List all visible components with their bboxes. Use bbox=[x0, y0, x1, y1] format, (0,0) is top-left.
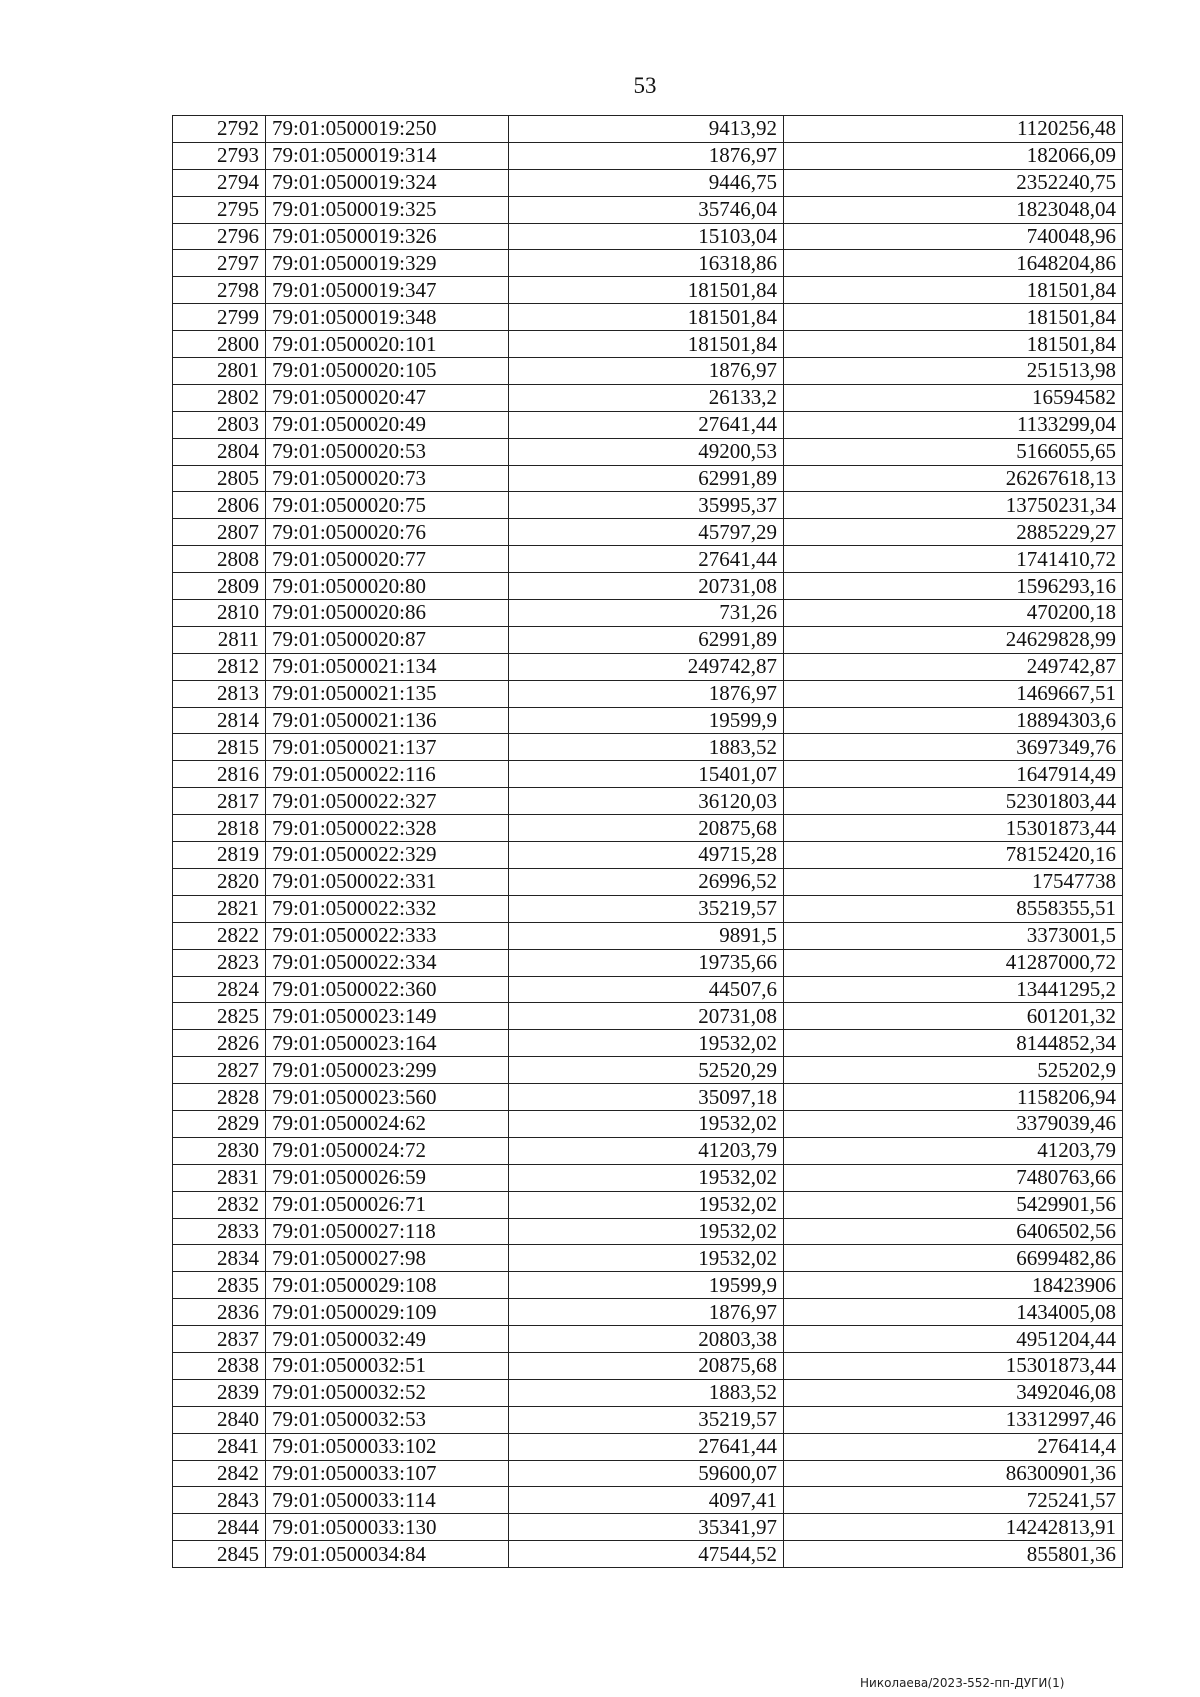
value-cell-2: 3379039,46 bbox=[784, 1110, 1123, 1137]
table-row bbox=[173, 1084, 1123, 1111]
table-row bbox=[173, 358, 1123, 385]
table-row bbox=[173, 169, 1123, 196]
cadastral-number-cell: 79:01:0500020:76 bbox=[266, 519, 509, 546]
cadastral-number-cell: 79:01:0500024:62 bbox=[266, 1110, 509, 1137]
value-cell-2: 5166055,65 bbox=[784, 438, 1123, 465]
cadastral-number-cell: 79:01:0500021:136 bbox=[266, 707, 509, 734]
value-cell-2: 1648204,86 bbox=[784, 250, 1123, 277]
table-row bbox=[173, 734, 1123, 761]
row-number-cell: 2802 bbox=[173, 384, 266, 411]
cadastral-number-cell: 79:01:0500027:98 bbox=[266, 1245, 509, 1272]
row-number-cell: 2794 bbox=[173, 169, 266, 196]
cadastral-number-cell: 79:01:0500032:51 bbox=[266, 1352, 509, 1379]
row-number-cell: 2792 bbox=[173, 116, 266, 143]
table-row bbox=[173, 438, 1123, 465]
value-cell-2: 13441295,2 bbox=[784, 976, 1123, 1003]
value-cell-2: 13312997,46 bbox=[784, 1406, 1123, 1433]
value-cell-2: 276414,4 bbox=[784, 1433, 1123, 1460]
value-cell-2: 181501,84 bbox=[784, 304, 1123, 331]
table-row bbox=[173, 223, 1123, 250]
table-row bbox=[173, 1245, 1123, 1272]
value-cell-2: 24629828,99 bbox=[784, 626, 1123, 653]
value-cell-1: 9446,75 bbox=[509, 169, 784, 196]
value-cell-1: 49715,28 bbox=[509, 842, 784, 869]
row-number-cell: 2815 bbox=[173, 734, 266, 761]
row-number-cell: 2818 bbox=[173, 815, 266, 842]
table-row bbox=[173, 600, 1123, 627]
value-cell-2: 52301803,44 bbox=[784, 788, 1123, 815]
cadastral-number-cell: 79:01:0500019:250 bbox=[266, 116, 509, 143]
cadastral-number-cell: 79:01:0500033:102 bbox=[266, 1433, 509, 1460]
value-cell-1: 19599,9 bbox=[509, 1272, 784, 1299]
row-number-cell: 2834 bbox=[173, 1245, 266, 1272]
table-row bbox=[173, 1110, 1123, 1137]
row-number-cell: 2838 bbox=[173, 1352, 266, 1379]
value-cell-2: 249742,87 bbox=[784, 653, 1123, 680]
value-cell-2: 251513,98 bbox=[784, 358, 1123, 385]
row-number-cell: 2830 bbox=[173, 1137, 266, 1164]
cadastral-number-cell: 79:01:0500019:326 bbox=[266, 223, 509, 250]
value-cell-1: 59600,07 bbox=[509, 1460, 784, 1487]
table-row bbox=[173, 976, 1123, 1003]
table-row bbox=[173, 546, 1123, 573]
value-cell-1: 1883,52 bbox=[509, 734, 784, 761]
value-cell-1: 45797,29 bbox=[509, 519, 784, 546]
table-row bbox=[173, 680, 1123, 707]
value-cell-1: 49200,53 bbox=[509, 438, 784, 465]
value-cell-1: 44507,6 bbox=[509, 976, 784, 1003]
table-row bbox=[173, 1514, 1123, 1541]
row-number-cell: 2829 bbox=[173, 1110, 266, 1137]
value-cell-2: 3373001,5 bbox=[784, 922, 1123, 949]
row-number-cell: 2825 bbox=[173, 1003, 266, 1030]
value-cell-1: 20875,68 bbox=[509, 1352, 784, 1379]
row-number-cell: 2808 bbox=[173, 546, 266, 573]
cadastral-number-cell: 79:01:0500034:84 bbox=[266, 1541, 509, 1568]
value-cell-1: 19599,9 bbox=[509, 707, 784, 734]
value-cell-2: 1120256,48 bbox=[784, 116, 1123, 143]
row-number-cell: 2835 bbox=[173, 1272, 266, 1299]
table-row bbox=[173, 1352, 1123, 1379]
cadastral-number-cell: 79:01:0500019:325 bbox=[266, 196, 509, 223]
cadastral-number-cell: 79:01:0500023:164 bbox=[266, 1030, 509, 1057]
row-number-cell: 2812 bbox=[173, 653, 266, 680]
cadastral-number-cell: 79:01:0500020:75 bbox=[266, 492, 509, 519]
value-cell-1: 181501,84 bbox=[509, 331, 784, 358]
value-cell-2: 6406502,56 bbox=[784, 1218, 1123, 1245]
table-row bbox=[173, 868, 1123, 895]
value-cell-1: 9891,5 bbox=[509, 922, 784, 949]
value-cell-1: 19532,02 bbox=[509, 1110, 784, 1137]
table-row bbox=[173, 277, 1123, 304]
value-cell-1: 20731,08 bbox=[509, 1003, 784, 1030]
row-number-cell: 2823 bbox=[173, 949, 266, 976]
value-cell-2: 7480763,66 bbox=[784, 1164, 1123, 1191]
value-cell-1: 26996,52 bbox=[509, 868, 784, 895]
table-row bbox=[173, 949, 1123, 976]
cadastral-number-cell: 79:01:0500021:137 bbox=[266, 734, 509, 761]
value-cell-1: 27641,44 bbox=[509, 546, 784, 573]
row-number-cell: 2805 bbox=[173, 465, 266, 492]
table-row bbox=[173, 815, 1123, 842]
row-number-cell: 2798 bbox=[173, 277, 266, 304]
value-cell-1: 27641,44 bbox=[509, 411, 784, 438]
cadastral-value-table bbox=[172, 115, 1123, 1568]
value-cell-1: 35995,37 bbox=[509, 492, 784, 519]
value-cell-2: 601201,32 bbox=[784, 1003, 1123, 1030]
value-cell-2: 17547738 bbox=[784, 868, 1123, 895]
value-cell-2: 4951204,44 bbox=[784, 1326, 1123, 1353]
table-row bbox=[173, 922, 1123, 949]
cadastral-number-cell: 79:01:0500020:73 bbox=[266, 465, 509, 492]
value-cell-1: 62991,89 bbox=[509, 626, 784, 653]
table-row bbox=[173, 384, 1123, 411]
row-number-cell: 2814 bbox=[173, 707, 266, 734]
table-row bbox=[173, 250, 1123, 277]
cadastral-number-cell: 79:01:0500022:331 bbox=[266, 868, 509, 895]
value-cell-2: 1133299,04 bbox=[784, 411, 1123, 438]
value-cell-1: 20803,38 bbox=[509, 1326, 784, 1353]
row-number-cell: 2816 bbox=[173, 761, 266, 788]
value-cell-2: 1158206,94 bbox=[784, 1084, 1123, 1111]
row-number-cell: 2813 bbox=[173, 680, 266, 707]
table-row bbox=[173, 626, 1123, 653]
row-number-cell: 2809 bbox=[173, 573, 266, 600]
row-number-cell: 2797 bbox=[173, 250, 266, 277]
value-cell-2: 855801,36 bbox=[784, 1541, 1123, 1568]
row-number-cell: 2811 bbox=[173, 626, 266, 653]
cadastral-number-cell: 79:01:0500026:71 bbox=[266, 1191, 509, 1218]
value-cell-1: 19735,66 bbox=[509, 949, 784, 976]
table-row bbox=[173, 116, 1123, 143]
table-row bbox=[173, 761, 1123, 788]
cadastral-number-cell: 79:01:0500019:324 bbox=[266, 169, 509, 196]
row-number-cell: 2833 bbox=[173, 1218, 266, 1245]
row-number-cell: 2844 bbox=[173, 1514, 266, 1541]
value-cell-2: 18423906 bbox=[784, 1272, 1123, 1299]
cadastral-number-cell: 79:01:0500019:329 bbox=[266, 250, 509, 277]
value-cell-1: 1883,52 bbox=[509, 1379, 784, 1406]
table-row bbox=[173, 1137, 1123, 1164]
row-number-cell: 2804 bbox=[173, 438, 266, 465]
row-number-cell: 2821 bbox=[173, 895, 266, 922]
value-cell-2: 470200,18 bbox=[784, 600, 1123, 627]
value-cell-2: 6699482,86 bbox=[784, 1245, 1123, 1272]
table-row bbox=[173, 1487, 1123, 1514]
row-number-cell: 2822 bbox=[173, 922, 266, 949]
value-cell-1: 35341,97 bbox=[509, 1514, 784, 1541]
cadastral-number-cell: 79:01:0500023:560 bbox=[266, 1084, 509, 1111]
value-cell-1: 181501,84 bbox=[509, 277, 784, 304]
row-number-cell: 2796 bbox=[173, 223, 266, 250]
value-cell-1: 35219,57 bbox=[509, 1406, 784, 1433]
table-body bbox=[173, 116, 1123, 1568]
value-cell-1: 249742,87 bbox=[509, 653, 784, 680]
table-row bbox=[173, 1379, 1123, 1406]
cadastral-number-cell: 79:01:0500022:332 bbox=[266, 895, 509, 922]
value-cell-2: 86300901,36 bbox=[784, 1460, 1123, 1487]
row-number-cell: 2801 bbox=[173, 358, 266, 385]
table-row bbox=[173, 1326, 1123, 1353]
value-cell-1: 19532,02 bbox=[509, 1245, 784, 1272]
table-row bbox=[173, 1164, 1123, 1191]
cadastral-number-cell: 79:01:0500020:87 bbox=[266, 626, 509, 653]
table-row bbox=[173, 788, 1123, 815]
table-row bbox=[173, 707, 1123, 734]
cadastral-number-cell: 79:01:0500020:49 bbox=[266, 411, 509, 438]
value-cell-2: 181501,84 bbox=[784, 331, 1123, 358]
cadastral-number-cell: 79:01:0500020:77 bbox=[266, 546, 509, 573]
value-cell-2: 740048,96 bbox=[784, 223, 1123, 250]
value-cell-2: 18894303,6 bbox=[784, 707, 1123, 734]
cadastral-number-cell: 79:01:0500033:130 bbox=[266, 1514, 509, 1541]
value-cell-2: 15301873,44 bbox=[784, 815, 1123, 842]
value-cell-1: 1876,97 bbox=[509, 358, 784, 385]
cadastral-number-cell: 79:01:0500032:49 bbox=[266, 1326, 509, 1353]
table-row bbox=[173, 1433, 1123, 1460]
value-cell-1: 19532,02 bbox=[509, 1191, 784, 1218]
table-row bbox=[173, 1218, 1123, 1245]
value-cell-2: 725241,57 bbox=[784, 1487, 1123, 1514]
cadastral-number-cell: 79:01:0500020:80 bbox=[266, 573, 509, 600]
cadastral-number-cell: 79:01:0500020:53 bbox=[266, 438, 509, 465]
cadastral-number-cell: 79:01:0500022:334 bbox=[266, 949, 509, 976]
cadastral-number-cell: 79:01:0500020:105 bbox=[266, 358, 509, 385]
value-cell-2: 5429901,56 bbox=[784, 1191, 1123, 1218]
value-cell-1: 19532,02 bbox=[509, 1218, 784, 1245]
row-number-cell: 2836 bbox=[173, 1299, 266, 1326]
value-cell-2: 13750231,34 bbox=[784, 492, 1123, 519]
value-cell-1: 35097,18 bbox=[509, 1084, 784, 1111]
value-cell-1: 9413,92 bbox=[509, 116, 784, 143]
value-cell-2: 41203,79 bbox=[784, 1137, 1123, 1164]
cadastral-number-cell: 79:01:0500026:59 bbox=[266, 1164, 509, 1191]
table-row bbox=[173, 331, 1123, 358]
row-number-cell: 2817 bbox=[173, 788, 266, 815]
value-cell-1: 1876,97 bbox=[509, 142, 784, 169]
table-row bbox=[173, 842, 1123, 869]
cadastral-number-cell: 79:01:0500022:360 bbox=[266, 976, 509, 1003]
value-cell-2: 3697349,76 bbox=[784, 734, 1123, 761]
table-row bbox=[173, 1057, 1123, 1084]
row-number-cell: 2843 bbox=[173, 1487, 266, 1514]
cadastral-number-cell: 79:01:0500021:134 bbox=[266, 653, 509, 680]
table-row bbox=[173, 1272, 1123, 1299]
cadastral-number-cell: 79:01:0500022:116 bbox=[266, 761, 509, 788]
cadastral-number-cell: 79:01:0500019:347 bbox=[266, 277, 509, 304]
page-number: 53 bbox=[633, 73, 657, 98]
cadastral-number-cell: 79:01:0500020:86 bbox=[266, 600, 509, 627]
row-number-cell: 2800 bbox=[173, 331, 266, 358]
row-number-cell: 2840 bbox=[173, 1406, 266, 1433]
value-cell-2: 1434005,08 bbox=[784, 1299, 1123, 1326]
row-number-cell: 2841 bbox=[173, 1433, 266, 1460]
value-cell-1: 36120,03 bbox=[509, 788, 784, 815]
value-cell-2: 182066,09 bbox=[784, 142, 1123, 169]
value-cell-1: 15103,04 bbox=[509, 223, 784, 250]
value-cell-2: 1469667,51 bbox=[784, 680, 1123, 707]
value-cell-1: 41203,79 bbox=[509, 1137, 784, 1164]
row-number-cell: 2799 bbox=[173, 304, 266, 331]
cadastral-number-cell: 79:01:0500029:108 bbox=[266, 1272, 509, 1299]
row-number-cell: 2845 bbox=[173, 1541, 266, 1568]
cadastral-number-cell: 79:01:0500020:101 bbox=[266, 331, 509, 358]
table-row bbox=[173, 1191, 1123, 1218]
value-cell-2: 41287000,72 bbox=[784, 949, 1123, 976]
table-row bbox=[173, 1030, 1123, 1057]
cadastral-number-cell: 79:01:0500019:348 bbox=[266, 304, 509, 331]
row-number-cell: 2795 bbox=[173, 196, 266, 223]
value-cell-1: 27641,44 bbox=[509, 1433, 784, 1460]
table-row bbox=[173, 142, 1123, 169]
value-cell-1: 19532,02 bbox=[509, 1164, 784, 1191]
table-row bbox=[173, 1460, 1123, 1487]
value-cell-2: 181501,84 bbox=[784, 277, 1123, 304]
value-cell-2: 78152420,16 bbox=[784, 842, 1123, 869]
cadastral-number-cell: 79:01:0500032:53 bbox=[266, 1406, 509, 1433]
cadastral-number-cell: 79:01:0500022:328 bbox=[266, 815, 509, 842]
row-number-cell: 2831 bbox=[173, 1164, 266, 1191]
table-row bbox=[173, 1299, 1123, 1326]
value-cell-1: 4097,41 bbox=[509, 1487, 784, 1514]
cadastral-number-cell: 79:01:0500027:118 bbox=[266, 1218, 509, 1245]
table-row bbox=[173, 411, 1123, 438]
table-row bbox=[173, 1406, 1123, 1433]
row-number-cell: 2826 bbox=[173, 1030, 266, 1057]
value-cell-2: 15301873,44 bbox=[784, 1352, 1123, 1379]
row-number-cell: 2819 bbox=[173, 842, 266, 869]
value-cell-1: 1876,97 bbox=[509, 680, 784, 707]
value-cell-1: 731,26 bbox=[509, 600, 784, 627]
row-number-cell: 2806 bbox=[173, 492, 266, 519]
document-id-footer: Николаева/2023-552-пп-ДУГИ(1) bbox=[860, 1676, 1065, 1690]
value-cell-2: 525202,9 bbox=[784, 1057, 1123, 1084]
cadastral-number-cell: 79:01:0500022:333 bbox=[266, 922, 509, 949]
value-cell-2: 2352240,75 bbox=[784, 169, 1123, 196]
value-cell-1: 181501,84 bbox=[509, 304, 784, 331]
value-cell-1: 62991,89 bbox=[509, 465, 784, 492]
table-row bbox=[173, 653, 1123, 680]
value-cell-2: 14242813,91 bbox=[784, 1514, 1123, 1541]
value-cell-1: 20875,68 bbox=[509, 815, 784, 842]
value-cell-2: 16594582 bbox=[784, 384, 1123, 411]
row-number-cell: 2837 bbox=[173, 1326, 266, 1353]
value-cell-2: 1823048,04 bbox=[784, 196, 1123, 223]
cadastral-number-cell: 79:01:0500022:329 bbox=[266, 842, 509, 869]
value-cell-1: 16318,86 bbox=[509, 250, 784, 277]
cadastral-number-cell: 79:01:0500023:299 bbox=[266, 1057, 509, 1084]
row-number-cell: 2803 bbox=[173, 411, 266, 438]
value-cell-1: 26133,2 bbox=[509, 384, 784, 411]
cadastral-number-cell: 79:01:0500033:114 bbox=[266, 1487, 509, 1514]
value-cell-1: 35746,04 bbox=[509, 196, 784, 223]
value-cell-2: 1741410,72 bbox=[784, 546, 1123, 573]
row-number-cell: 2793 bbox=[173, 142, 266, 169]
value-cell-2: 26267618,13 bbox=[784, 465, 1123, 492]
table-row bbox=[173, 465, 1123, 492]
cadastral-number-cell: 79:01:0500032:52 bbox=[266, 1379, 509, 1406]
value-cell-2: 8558355,51 bbox=[784, 895, 1123, 922]
value-cell-1: 1876,97 bbox=[509, 1299, 784, 1326]
row-number-cell: 2828 bbox=[173, 1084, 266, 1111]
value-cell-1: 52520,29 bbox=[509, 1057, 784, 1084]
row-number-cell: 2820 bbox=[173, 868, 266, 895]
table-row bbox=[173, 895, 1123, 922]
value-cell-1: 15401,07 bbox=[509, 761, 784, 788]
table-row bbox=[173, 519, 1123, 546]
value-cell-2: 1647914,49 bbox=[784, 761, 1123, 788]
cadastral-number-cell: 79:01:0500020:47 bbox=[266, 384, 509, 411]
cadastral-number-cell: 79:01:0500033:107 bbox=[266, 1460, 509, 1487]
cadastral-number-cell: 79:01:0500023:149 bbox=[266, 1003, 509, 1030]
row-number-cell: 2842 bbox=[173, 1460, 266, 1487]
cadastral-number-cell: 79:01:0500029:109 bbox=[266, 1299, 509, 1326]
cadastral-number-cell: 79:01:0500019:314 bbox=[266, 142, 509, 169]
table-row bbox=[173, 492, 1123, 519]
cadastral-number-cell: 79:01:0500024:72 bbox=[266, 1137, 509, 1164]
value-cell-2: 2885229,27 bbox=[784, 519, 1123, 546]
cadastral-number-cell: 79:01:0500022:327 bbox=[266, 788, 509, 815]
table-row bbox=[173, 1003, 1123, 1030]
value-cell-2: 1596293,16 bbox=[784, 573, 1123, 600]
value-cell-2: 3492046,08 bbox=[784, 1379, 1123, 1406]
value-cell-1: 20731,08 bbox=[509, 573, 784, 600]
value-cell-1: 47544,52 bbox=[509, 1541, 784, 1568]
row-number-cell: 2839 bbox=[173, 1379, 266, 1406]
row-number-cell: 2824 bbox=[173, 976, 266, 1003]
row-number-cell: 2832 bbox=[173, 1191, 266, 1218]
row-number-cell: 2810 bbox=[173, 600, 266, 627]
table-row bbox=[173, 304, 1123, 331]
value-cell-2: 8144852,34 bbox=[784, 1030, 1123, 1057]
row-number-cell: 2827 bbox=[173, 1057, 266, 1084]
value-cell-1: 19532,02 bbox=[509, 1030, 784, 1057]
table-row bbox=[173, 1541, 1123, 1568]
table-row bbox=[173, 196, 1123, 223]
value-cell-1: 35219,57 bbox=[509, 895, 784, 922]
row-number-cell: 2807 bbox=[173, 519, 266, 546]
cadastral-number-cell: 79:01:0500021:135 bbox=[266, 680, 509, 707]
table-row bbox=[173, 573, 1123, 600]
